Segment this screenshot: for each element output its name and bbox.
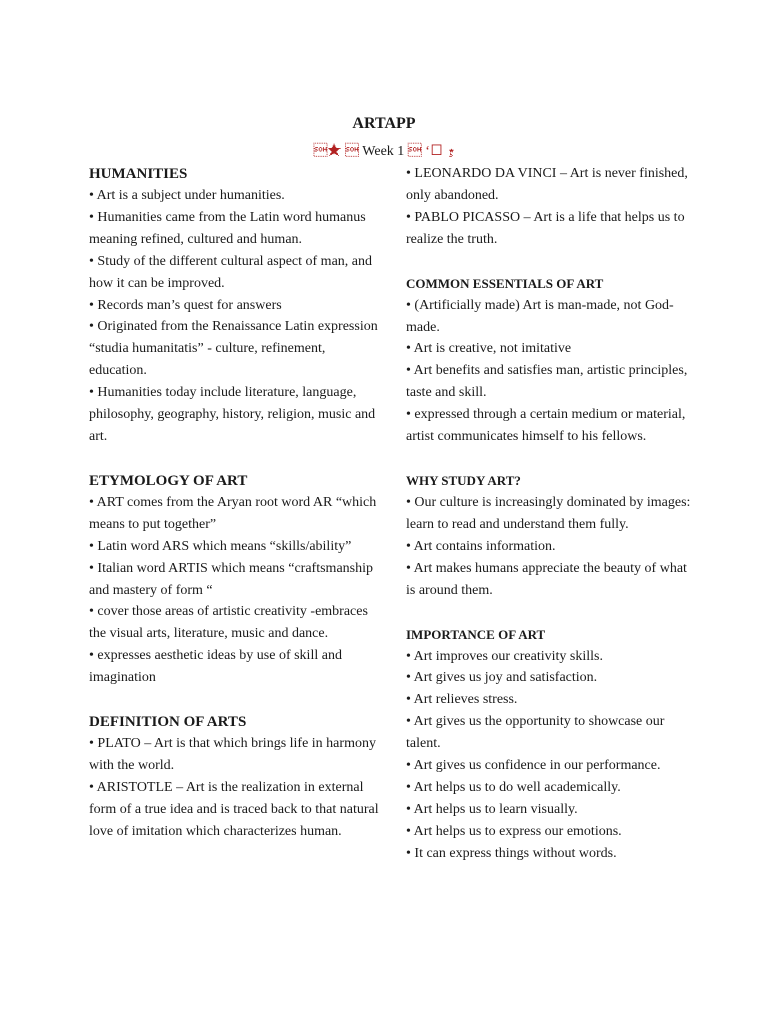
list-item: • Art gives us joy and satisfaction. (406, 670, 598, 686)
list-item: • expresses aesthetic ideas by use of skill and imagination (89, 648, 342, 686)
section-why-study-art (406, 470, 692, 602)
list-item: • Art gives us confidence in our performance. (406, 758, 661, 774)
list-item: • Art is a subject under humanities. (89, 188, 285, 203)
list-item: • Records man’s quest for answers (89, 297, 282, 313)
list-item: • Art improves our creativity skills. (406, 648, 603, 664)
section-heading: COMMON ESSENTIALS OF ART (406, 275, 604, 291)
list-item: • Art is creative, not imitative (406, 341, 572, 357)
list-item: • ART comes from the Aryan root word AR “which means to put together” (89, 494, 377, 532)
section-heading: HUMANITIES (89, 166, 188, 182)
list-item: • Art helps us to express our emotions. (406, 823, 622, 839)
section-heading: DEFINITION OF ARTS (89, 714, 247, 731)
list-item: • Study of the different cultural aspect of man, and how it can be improved. (89, 253, 373, 291)
list-item: • PABLO PICASSO – Art is a life that helps us to realize the truth. (406, 209, 685, 247)
list-item: • Art benefits and satisfies man, artistic principles, taste and skill. (406, 363, 688, 401)
list-item: • Art helps us to do well academically. (406, 779, 621, 795)
section-definition (89, 711, 379, 843)
list-item: • LEONARDO DA VINCI – Art is never finished, only abandoned. (406, 166, 688, 203)
section-importance-of-art (406, 624, 692, 865)
section-etymology (89, 470, 379, 689)
list-item: • expressed through a certain medium or material, artist communicates himself to his fellows. (406, 407, 686, 445)
section-definition-continued (406, 163, 692, 251)
decorative-star-icon: ★  (313, 144, 363, 159)
left-column (89, 163, 379, 865)
week-subtitle (0, 142, 768, 162)
section-common-essentials (406, 273, 692, 448)
list-item: • (Artificially made) Art is man-made, not God-made. (406, 297, 674, 335)
list-item: • ARISTOTLE – Art is the realization in external form of a true idea and is traced back to that natural love of imitation which characterizes human. (89, 779, 379, 839)
list-item: • PLATO – Art is that which brings life in harmony with the world. (89, 736, 376, 773)
week-label: Week 1 (362, 144, 405, 159)
list-item: • Humanities came from the Latin word humanus meaning refined, cultured and human. (89, 209, 366, 247)
list-item: • Italian word ARTIS which means “craftsmanship and mastery of form “ (89, 560, 373, 598)
list-item: • Humanities today include literature, language, philosophy, geography, history, religion, music and art. (89, 385, 376, 444)
list-item: • It can express things without words. (406, 845, 617, 861)
list-item: • Art makes humans appreciate the beauty of what is around them. (406, 560, 687, 598)
section-heading: WHY STUDY ART? (406, 472, 521, 488)
list-item: • Art contains information. (406, 538, 556, 554)
section-humanities (89, 163, 379, 448)
list-item: • Originated from the Renaissance Latin expression “studia humanitatis” - culture, refinement, education. (89, 319, 378, 379)
section-heading: ETYMOLOGY OF ART (89, 472, 248, 489)
list-item: • cover those areas of artistic creativity -embraces the visual arts, literature, music and dance. (89, 604, 368, 642)
list-item: • Latin word ARS which means “skills/ability” (89, 538, 352, 554)
decorative-sparkle-icon:  ʻ☐ ⋆̧ (407, 144, 455, 159)
list-item: • Art gives us the opportunity to showcase our talent. (406, 714, 665, 752)
document-title: ARTAPP (352, 115, 416, 132)
list-item: • Our culture is increasingly dominated by images: learn to read and understand them fully. (406, 494, 691, 532)
list-item: • Art relieves stress. (406, 692, 518, 708)
list-item: • Art helps us to learn visually. (406, 801, 578, 817)
section-heading: IMPORTANCE OF ART (406, 626, 546, 642)
right-column (406, 163, 692, 887)
